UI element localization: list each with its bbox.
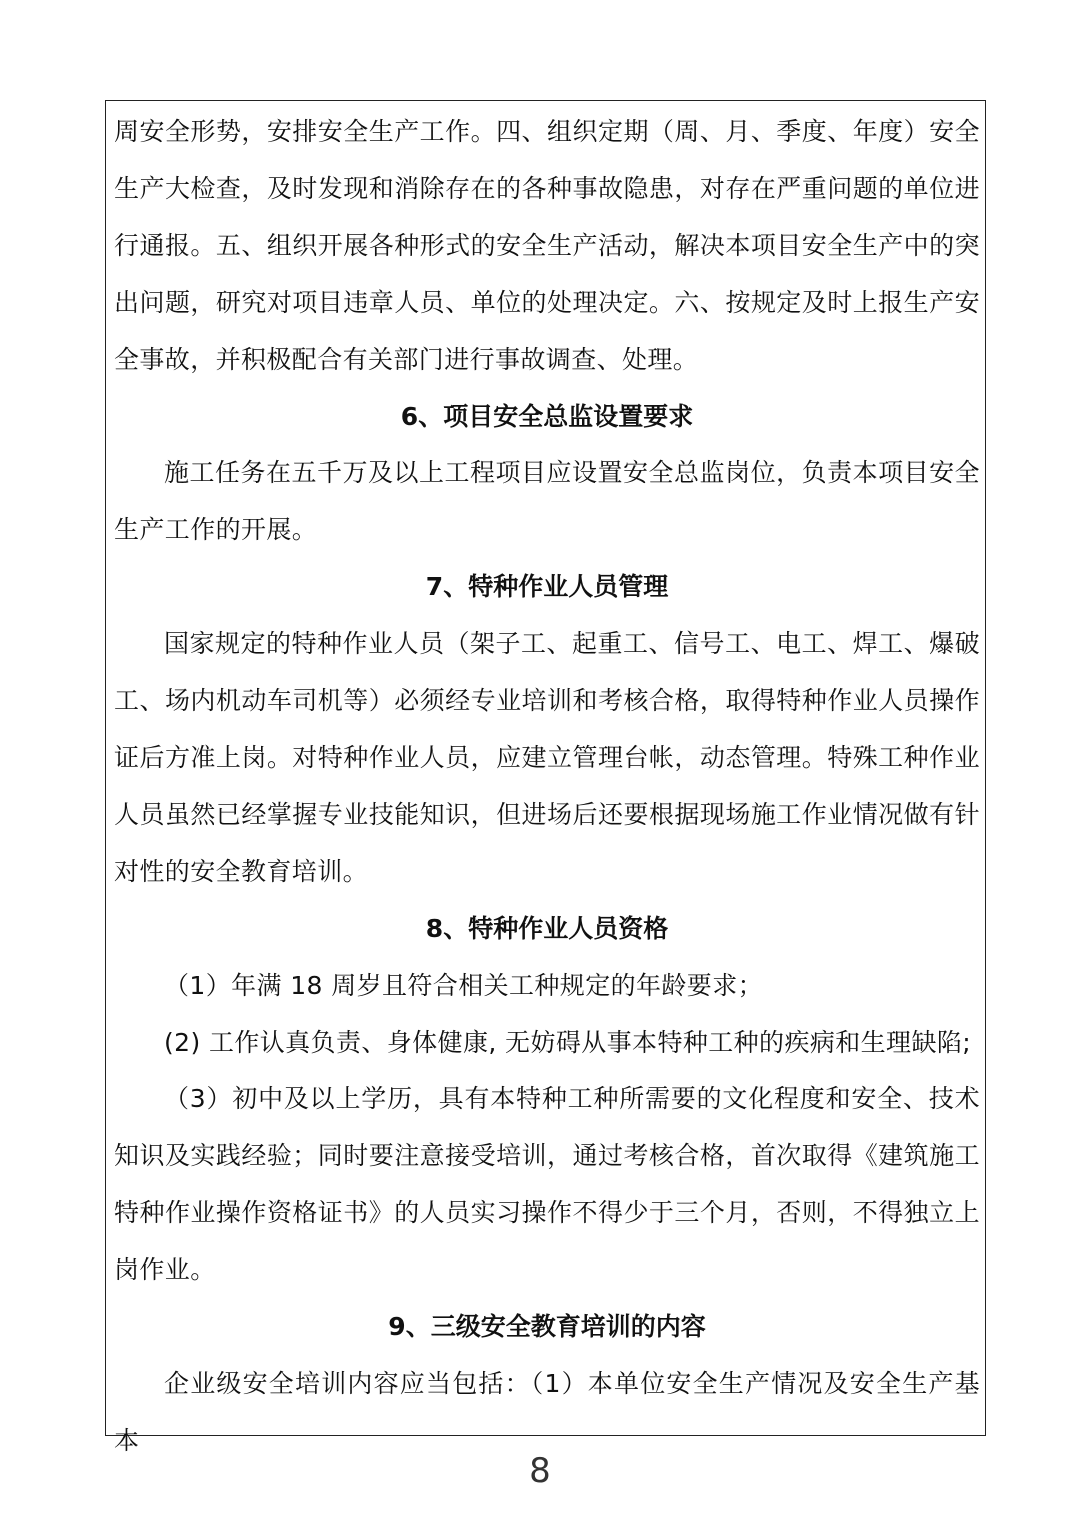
section-8-item-3: （3）初中及以上学历，具有本特种工种所需要的文化程度和安全、技术知识及实践经验；同时要注意接受培训，通过考核合格，首次取得《建筑施工特种作业操作资格证书》的人员实习操作不得少于三个月，否则，不得独立上岗作业。 [114,1084,980,1285]
section-9-body: 企业级安全培训内容应当包括：（1）本单位安全生产情况及安全生产基本 [114,1368,980,1455]
section-8-item-1: （1）年满 18 周岁且符合相关工种规定的年龄要求； [164,970,764,1000]
page-number: 8 [529,1451,551,1491]
section-6-body: 施工任务在五千万及以上工程项目应设置安全总监岗位，负责本项目安全生产工作的开展。 [114,458,980,545]
section-6-heading: 6、项目安全总监设置要求 [400,401,694,431]
document-body [114,104,980,1470]
section-7-heading: 7、特种作业人员管理 [425,572,669,602]
section-8-heading: 8、特种作业人员资格 [425,913,669,943]
paragraph-continued: 周安全形势，安排安全生产工作。四、组织定期（周、月、季度、年度）安全生产大检查，及时发现和消除存在的各种事故隐患，对存在严重问题的单位进行通报。五、组织开展各种形式的安全生产活动，解决本项目安全生产中的突出问题，研究对项目违章人员、单位的处理决定。六、按规定及时上报生产安全事故，并积极配合有关部门进行事故调查、处理。 [114,117,980,374]
section-8-item-2: (2) 工作认真负责、身体健康, 无妨碍从事本特种工种的疾病和生理缺陷; [164,1027,972,1057]
section-7-body: 国家规定的特种作业人员（架子工、起重工、信号工、电工、焊工、爆破工、场内机动车司机等）必须经专业培训和考核合格，取得特种作业人员操作证后方准上岗。对特种作业人员，应建立管理台帐，动态管理。特殊工种作业人员虽然已经掌握专业技能知识，但进场后还要根据现场施工作业情况做有针对性的安全教育培训。 [114,629,980,886]
section-9-heading: 9、三级安全教育培训的内容 [388,1312,706,1342]
